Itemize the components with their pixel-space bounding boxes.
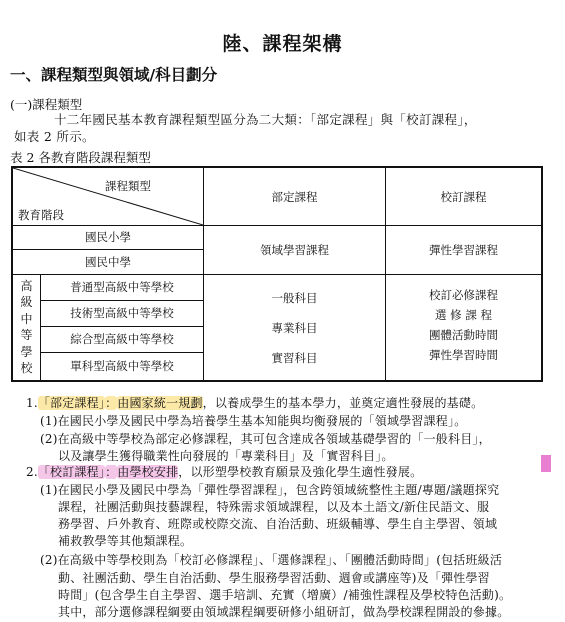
page-title: 陸、課程架構 xyxy=(222,33,343,55)
list-sub-item-cont: 其中，部分選修課程綱要由領域課程綱要研修小組研訂，做為學校課程開設的參據。 xyxy=(58,605,510,619)
intro-paragraph-line: 十二年國民基本教育課程類型區分為二大類：「部定課程」與「校訂課程」， xyxy=(54,112,477,127)
high-school-elective: 選 修 課 程 xyxy=(435,308,492,322)
highlight-phrase: 由學校安排 xyxy=(117,465,179,479)
list-sub-item: (1)在國民小學及國民中學為「彈性學習課程」，包含跨領域統整性主題/專題/議題探究 xyxy=(40,483,500,497)
header-education-stage: 教育階段 xyxy=(18,208,64,222)
high-school-flexible: 彈性學習時間 xyxy=(429,348,498,362)
section-heading: 一、課程類型與領域/科目劃分 xyxy=(10,66,218,84)
highlight-term: 「部定課程」 xyxy=(37,396,106,410)
high-required-practicum: 實習科目 xyxy=(271,351,318,365)
list-item: 1.「部定課程」：由國家統一規劃，以養成學生的基本學力，並奠定適性發展的基礎。 xyxy=(26,396,484,410)
row-comprehensive-high: 綜合型高級中等學校 xyxy=(70,332,174,346)
col-header-school: 校訂課程 xyxy=(440,189,487,204)
list-sub-item-cont: 務學習、戶外教育、班際或校際交流、自治活動、班級輔導、學生自主學習、領域 xyxy=(58,517,498,531)
list-sub-item: (2)在高級中等學校則為「校訂必修課程」、「選修課程」、「團體活動時間」(包括班級活 xyxy=(40,553,503,567)
list-sub-item: (1)在國民小學及國民中學為培養學生基本知能與均衡發展的「領域學習課程」。 xyxy=(40,414,467,428)
table-caption: 表 2 各教育階段課程類型 xyxy=(10,150,151,165)
row-technical-high: 技術型高級中等學校 xyxy=(70,306,174,320)
basic-required-course: 領域學習課程 xyxy=(260,242,329,257)
row-specialized-high: 單科型高級中等學校 xyxy=(70,359,174,373)
intro-paragraph-line: 如表 2 所示。 xyxy=(14,129,95,144)
annotation-marker xyxy=(541,455,551,472)
highlight-term: 「校訂課程」 xyxy=(37,465,106,479)
row-junior: 國民中學 xyxy=(85,254,131,269)
list-sub-item-cont: 時間」(包含學生自主學習、選手培訓、充實（增廣）/補強性課程及學校特色活動)。 xyxy=(58,588,512,602)
curriculum-type-table xyxy=(11,166,543,382)
high-required-professional: 專業科目 xyxy=(271,321,318,335)
basic-flexible-course: 彈性學習課程 xyxy=(429,242,498,257)
list-sub-item-cont: 以及讓學生獲得職業性向發展的「專業科目」及「實習科目」。 xyxy=(58,449,394,463)
col-header-required: 部定課程 xyxy=(271,189,318,204)
senior-high-label: 高 級 中 等 學 校 xyxy=(20,278,33,375)
list-item: 2.「校訂課程」：由學校安排，以形塑學校教育願景及強化學生適性發展。 xyxy=(26,465,423,479)
high-school-required: 校訂必修課程 xyxy=(429,288,498,302)
list-sub-item-cont: 補救教學等其他類課程。 xyxy=(58,534,193,548)
row-elementary: 國民小學 xyxy=(85,230,131,244)
subsection-heading: (一)課程類型 xyxy=(10,97,83,112)
list-sub-item-cont: 課程，社團活動與技藝課程，特殊需求領域課程，以及本土語文/新住民語文、服 xyxy=(58,500,490,514)
list-sub-item: (2)在高級中等學校為部定必修課程，其可包含達成各領域基礎學習的「一般科目」， xyxy=(40,432,491,446)
list-sub-item-cont: 動、社團活動、學生自治活動、學生服務學習活動、週會或講座等)及「彈性學習 xyxy=(58,571,490,585)
highlight-phrase: 由國家統一規劃 xyxy=(117,396,203,410)
row-general-high: 普通型高級中等學校 xyxy=(70,280,174,294)
high-school-group-activity: 團體活動時間 xyxy=(429,328,498,342)
high-required-general: 一般科目 xyxy=(271,291,318,305)
header-course-type: 課程類型 xyxy=(105,179,151,193)
